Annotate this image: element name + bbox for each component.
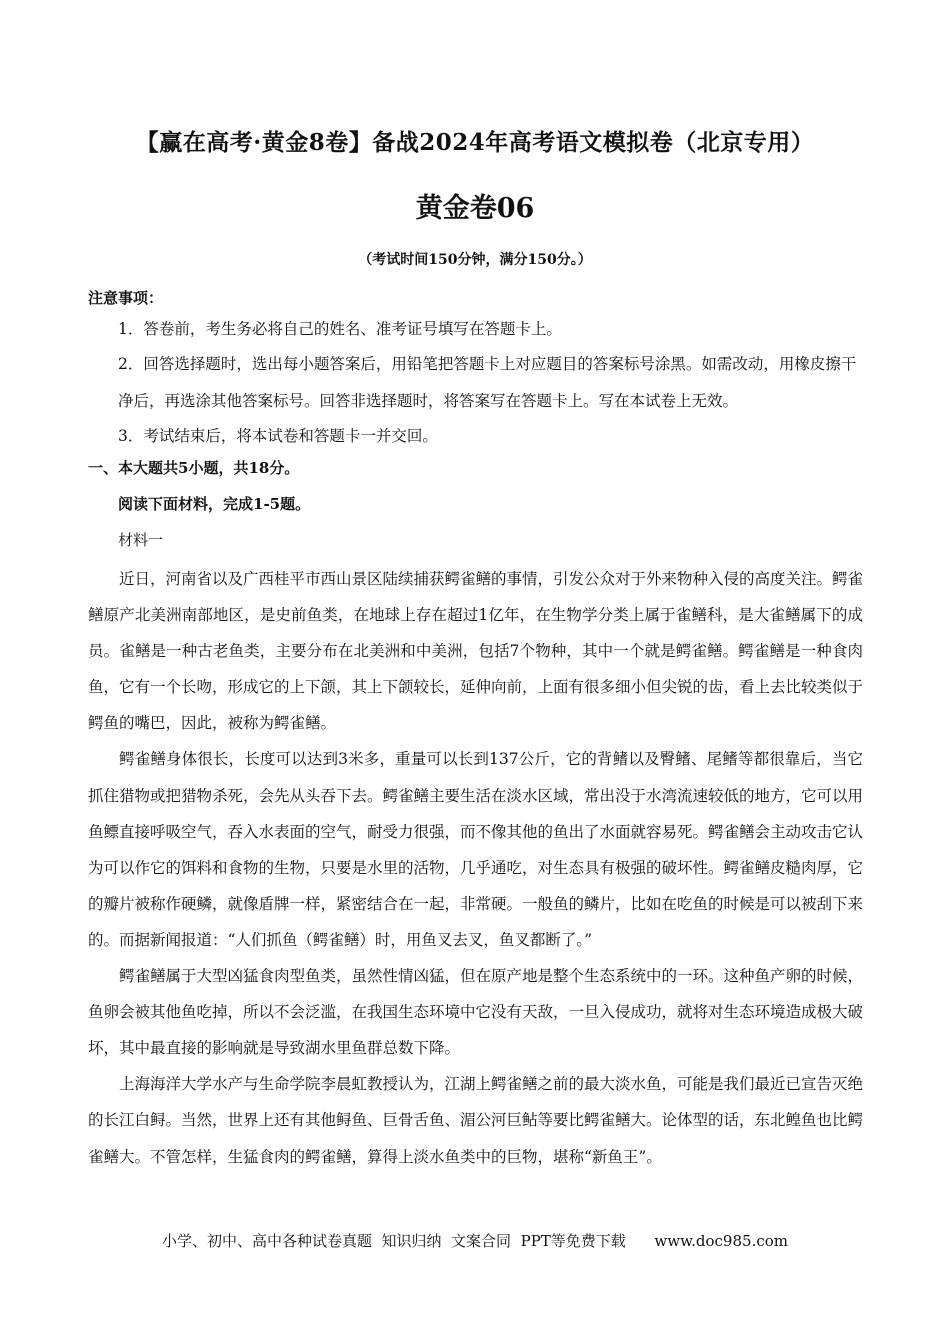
- section-heading: 一、本大题共5小题，共18分。: [88, 459, 300, 477]
- reading-instruction: 阅读下面材料，完成1-5题。: [118, 495, 311, 513]
- note-item: 2．回答选择题时，选出每小题答案后，用铅笔把答题卡上对应题目的答案标号涂黑。如需改动，用橡皮擦干净后，再选涂其他答案标号。回答非选择题时，将答案写在答题卡上。写在本试卷上无效。: [118, 355, 857, 410]
- note-item: 1．答卷前，考生务必将自己的姓名、准考证号填写在答题卡上。: [118, 320, 562, 338]
- paragraph: 鳄雀鳝属于大型凶猛食肉型鱼类，虽然性情凶猛，但在原产地是整个生态系统中的一环。这种鱼产卵的时候，鱼卵会被其他鱼吃掉，所以不会泛滥，在我国生态环境中它没有天敌，一旦入侵成功，就将对生态环境造成极大破坏，其中最直接的影响就是导致湖水里鱼群总数下降。: [88, 967, 864, 1058]
- page-footer: 小学、初中、高中各种试卷真题 知识归纳 文案合同 PPT等免费下载 www.doc985.com: [161, 1232, 788, 1250]
- exam-time-info: （考试时间150分钟，满分150分。）: [358, 252, 592, 268]
- paper-subtitle: 黄金卷06: [415, 193, 535, 224]
- exam-title: 【赢在高考·黄金8卷】备战2024年高考语文模拟卷（北京专用）: [135, 129, 815, 156]
- material-label: 材料一: [118, 531, 164, 549]
- notes-heading: 注意事项：: [88, 289, 164, 307]
- paragraph: 近日，河南省以及广西桂平市西山景区陆续捕获鳄雀鳝的事情，引发公众对于外来物种入侵的高度关注。鳄雀鳝原产北美洲南部地区，是史前鱼类，在地球上存在超过1亿年，在生物学分类上属于雀鳝科，是大雀鳝属下的成员。雀鳝是一种古老鱼类，主要分布在北美洲和中美洲，包括7个物种，其中一个就是鳄雀鳝。鳄雀鳝是一种食肉鱼，它有一个长吻，形成它的上下颌，其上下颌较长，延伸向前，上面有很多细小但尖锐的齿，看上去比较类似于鳄鱼的嘴巴，因此，被称为鳄雀鳝。: [88, 570, 864, 733]
- note-item: 3．考试结束后，将本试卷和答题卡一并交回。: [118, 427, 438, 445]
- paragraph: 上海海洋大学水产与生命学院李晨虹教授认为，江湖上鳄雀鳝之前的最大淡水鱼，可能是我们最近已宣告灭绝的长江白鲟。当然，世界上还有其他鲟鱼、巨骨舌鱼、湄公河巨鲇等要比鳄雀鳝大。论体型的话，东北鳇鱼也比鳄雀鳝大。不管怎样，生猛食肉的鳄雀鳝，算得上淡水鱼类中的巨物，堪称“新鱼王”。: [88, 1075, 864, 1166]
- paragraph: 鳄雀鳝身体很长，长度可以达到3米多，重量可以长到137公斤，它的背鳍以及臀鳍、尾鳍等都很靠后，当它抓住猎物或把猎物杀死，会先从头吞下去。鳄雀鳝主要生活在淡水区域，常出没于水湾流速较低的地方，它可以用鱼鳔直接呼吸空气，吞入水表面的空气，耐受力很强，而不像其他的鱼出了水面就容易死。鳄雀鳝会主动攻击它认为可以作它的饵料和食物的生物，只要是水里的活物，几乎通吃，对生态具有极强的破坏性。鳄雀鳝皮糙肉厚，它的瓣片被称作硬鳞，就像盾牌一样，紧密结合在一起，非常硬。一般鱼的鳞片，比如在吃鱼的时候是可以被刮下来的。而据新闻报道：“人们抓鱼（鳄雀鳝）时，用鱼叉去叉，鱼叉都断了。”: [88, 750, 864, 949]
- material-text: [88, 561, 863, 1175]
